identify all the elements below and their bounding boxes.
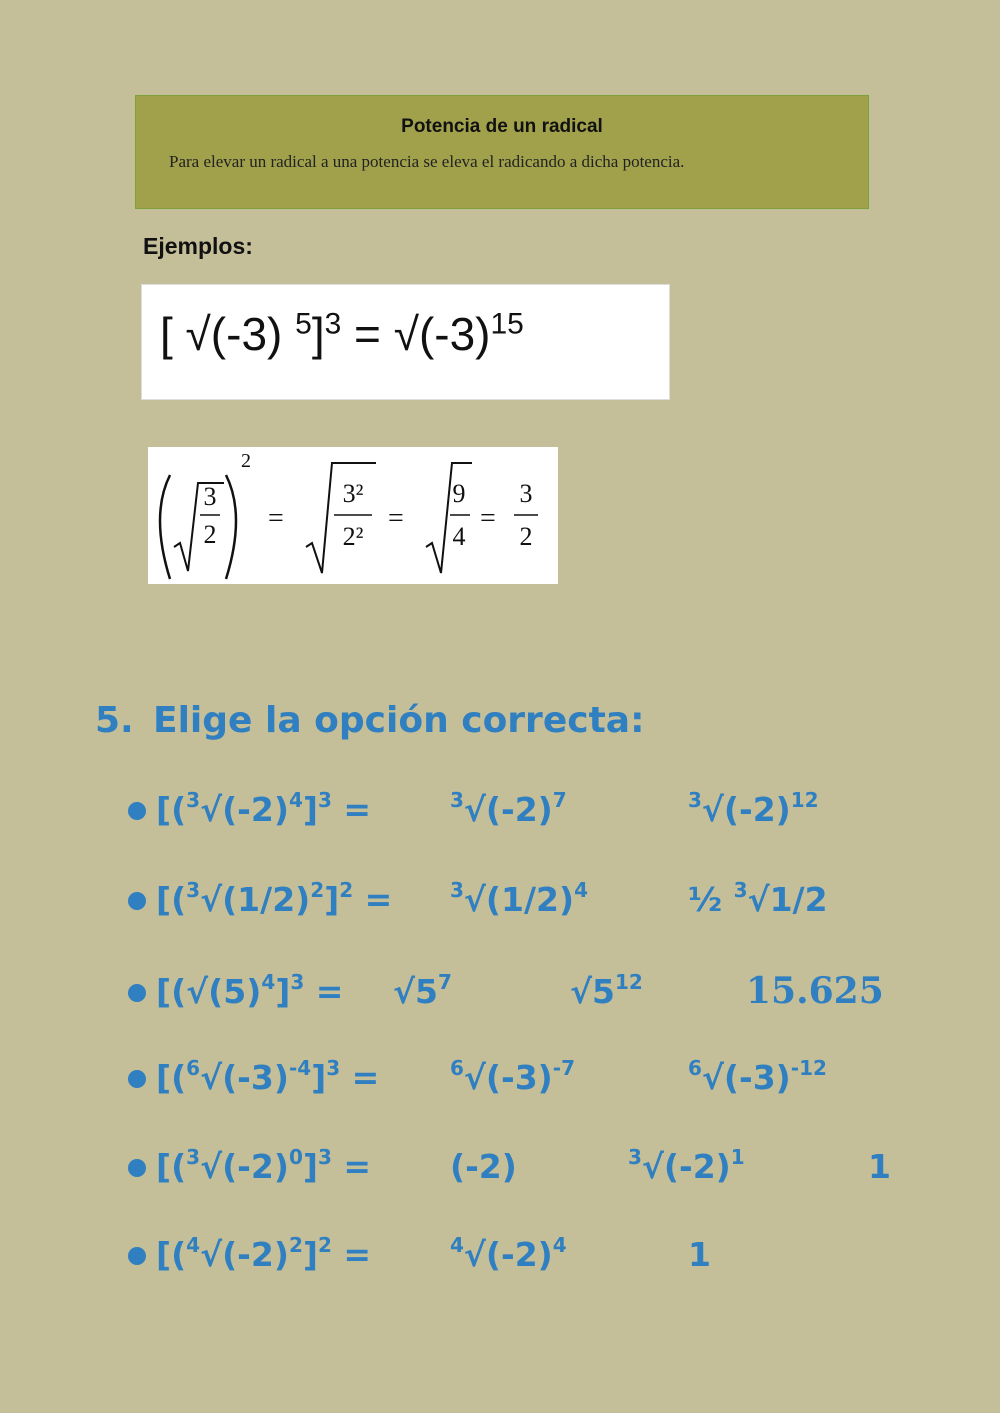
svg-text:4: 4: [452, 522, 466, 551]
row-expression: [$(^3√(-2)^0]^3$ =: [156, 1145, 372, 1186]
svg-text:=: =: [388, 503, 404, 534]
svg-text:2: 2: [519, 522, 533, 551]
bullet: [128, 1159, 146, 1177]
bullet: [128, 802, 146, 820]
example-1: [141, 284, 670, 400]
rule-title: Potencia de un radical: [401, 116, 603, 137]
svg-text:2: 2: [203, 520, 217, 549]
svg-text:=: =: [268, 503, 284, 534]
answer-option[interactable]: 1: [868, 1147, 891, 1186]
question-row: [128, 1225, 928, 1285]
question-row: [128, 870, 928, 930]
row-expression: [$(√(5)^4]^3$ =: [156, 970, 344, 1011]
answer-option[interactable]: 1: [688, 1235, 711, 1274]
question-row: [128, 780, 928, 840]
answer-option[interactable]: $^6√(-3)^{-12}$: [688, 1056, 827, 1097]
question-row: [128, 962, 928, 1022]
answer-option[interactable]: $^4√(-2)^4$: [450, 1233, 567, 1274]
row-expression: [$(^6√(-3)^{-4}]^3$ =: [156, 1056, 380, 1097]
rule-box: [135, 95, 869, 209]
svg-text:9: 9: [452, 479, 466, 508]
question-row: [128, 1048, 928, 1108]
row-expression: [$(^3√(-2)^4]^3$ =: [156, 788, 372, 829]
svg-text:3: 3: [203, 482, 217, 511]
bullet: [128, 892, 146, 910]
answer-option[interactable]: $^3√(-2)^7$: [450, 788, 567, 829]
answer-option[interactable]: $√5^{12}$: [570, 970, 643, 1011]
bullet: [128, 1070, 146, 1088]
example-2: [148, 447, 558, 584]
answer-option[interactable]: 15.625: [746, 970, 884, 1012]
examples-label: Ejemplos:: [143, 233, 253, 259]
answer-option[interactable]: $^3√(-2)^{12}$: [688, 788, 819, 829]
answer-option[interactable]: (-2): [450, 1147, 517, 1186]
svg-text:2: 2: [241, 450, 251, 472]
answer-option[interactable]: $^3√(1/2)^4$: [450, 878, 588, 919]
row-expression: [$(^3√(1/2)^2]^2$ =: [156, 878, 393, 919]
answer-option[interactable]: $√5^7$: [393, 970, 452, 1011]
svg-text:=: =: [480, 503, 496, 534]
answer-option[interactable]: $^6√(-3)^{-7}$: [450, 1056, 575, 1097]
bullet: [128, 984, 146, 1002]
row-expression: [$(^4√(-2)^2]^2$ =: [156, 1233, 372, 1274]
example-1-formula: [ √(-3) $^5]^3 = √(-3)^{15}$: [160, 307, 524, 360]
svg-text:2²: 2²: [342, 522, 364, 551]
answer-option[interactable]: $^3√(-2)^1$: [628, 1145, 745, 1186]
rule-text: Para elevar un radical a una potencia se eleva el radicando a dicha potencia.: [169, 152, 685, 171]
question-row: [128, 1137, 928, 1197]
svg-text:3²: 3²: [342, 479, 364, 508]
example-2-formula: [148, 447, 558, 584]
answer-option[interactable]: ½ $^3$√1/2: [688, 878, 828, 919]
bullet: [128, 1247, 146, 1265]
svg-text:3: 3: [519, 479, 533, 508]
question-heading: 5. Elige la opción correcta:: [95, 700, 645, 741]
